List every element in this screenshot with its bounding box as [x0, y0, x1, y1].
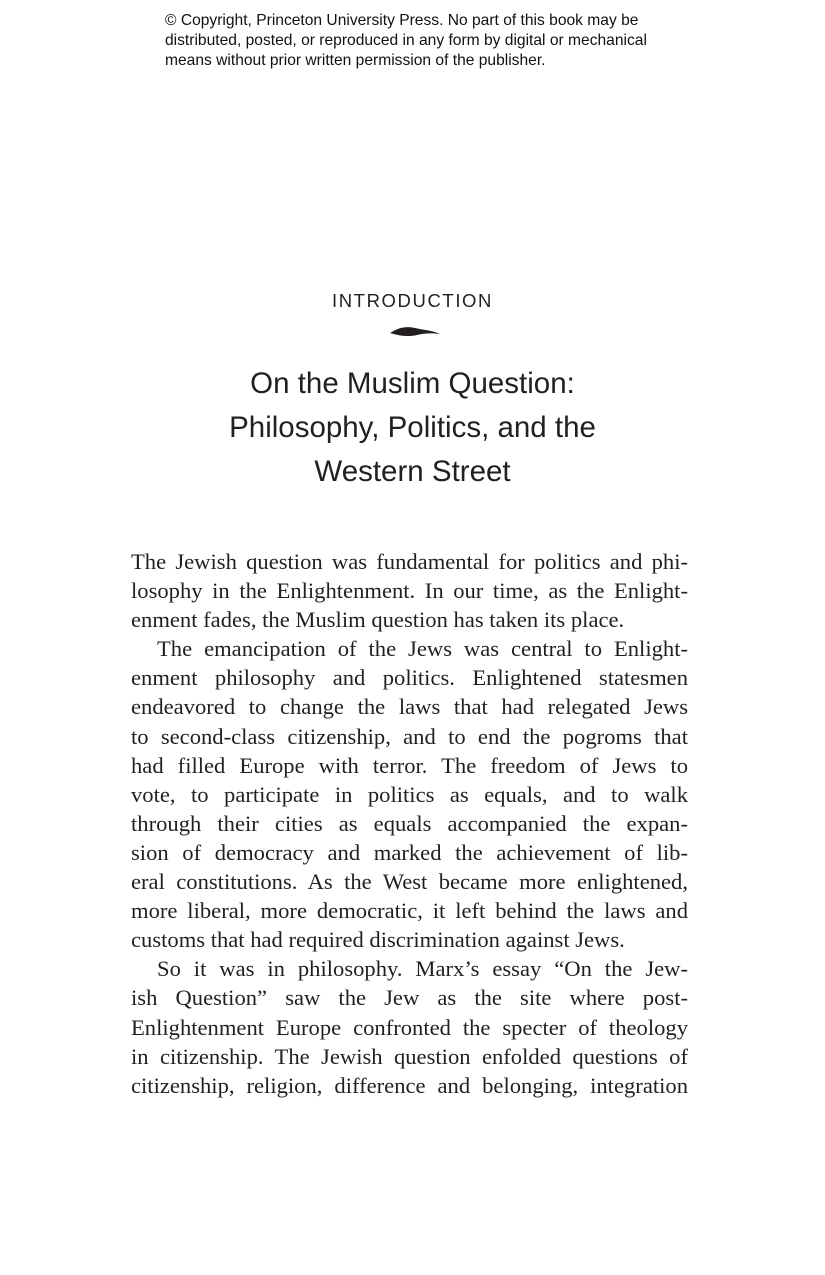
text-line: So it was in philosophy. Marx’s essay “On the Jew- — [157, 956, 688, 982]
text-line: in citizenship. The Jewish question enfolded questions of — [131, 1043, 688, 1069]
text-line: customs that had required discrimination against Jews. — [131, 927, 625, 953]
chapter-title-line: Western Street — [314, 455, 511, 488]
paragraph-1 — [131, 547, 688, 634]
text-line: losophy in the Enlightenment. In our time, as the Enlight- — [131, 578, 688, 604]
chapter-title — [0, 362, 825, 494]
chapter-title-line: On the Muslim Question: — [250, 367, 575, 400]
text-line: endeavored to change the laws that had relegated Jews — [131, 694, 688, 720]
text-line: The emancipation of the Jews was central to Enlight- — [157, 636, 688, 662]
text-line: citizenship, religion, difference and belonging, integration — [131, 1072, 688, 1098]
chapter-title-line: Philosophy, Politics, and the — [229, 411, 596, 444]
text-line: enment fades, the Muslim question has taken its place. — [131, 607, 625, 633]
text-line: had filled Europe with terror. The freedom of Jews to — [131, 752, 688, 778]
copyright-notice — [165, 11, 705, 71]
text-line: more liberal, more democratic, it left behind the laws and — [131, 898, 688, 924]
text-line: through their cities as equals accompanied the expan- — [131, 810, 688, 836]
paragraph-2 — [131, 634, 688, 954]
text-line: ish Question” saw the Jew as the site where post- — [131, 985, 688, 1011]
text-line: vote, to participate in politics as equals, and to walk — [131, 781, 688, 807]
copyright-line: distributed, posted, or reproduced in any form by digital or mechanical — [165, 32, 647, 49]
text-line: The Jewish question was fundamental for politics and phi- — [131, 549, 688, 574]
paragraph-3 — [131, 954, 688, 1099]
text-line: Enlightenment Europe confronted the specter of theology — [131, 1014, 688, 1040]
text-line: enment philosophy and politics. Enlightened statesmen — [131, 665, 688, 691]
fleuron-ornament-icon — [389, 324, 441, 340]
text-line: eral constitutions. As the West became more enlightened, — [131, 869, 688, 895]
copyright-line: means without prior written permission of the publisher. — [165, 52, 546, 69]
text-line: sion of democracy and marked the achievement of lib- — [131, 839, 688, 865]
copyright-line: © Copyright, Princeton University Press. No part of this book may be — [165, 12, 639, 29]
body-text — [131, 547, 688, 1100]
chapter-label: INTRODUCTION — [331, 290, 494, 311]
text-line: to second-class citizenship, and to end the pogroms that — [131, 723, 688, 749]
